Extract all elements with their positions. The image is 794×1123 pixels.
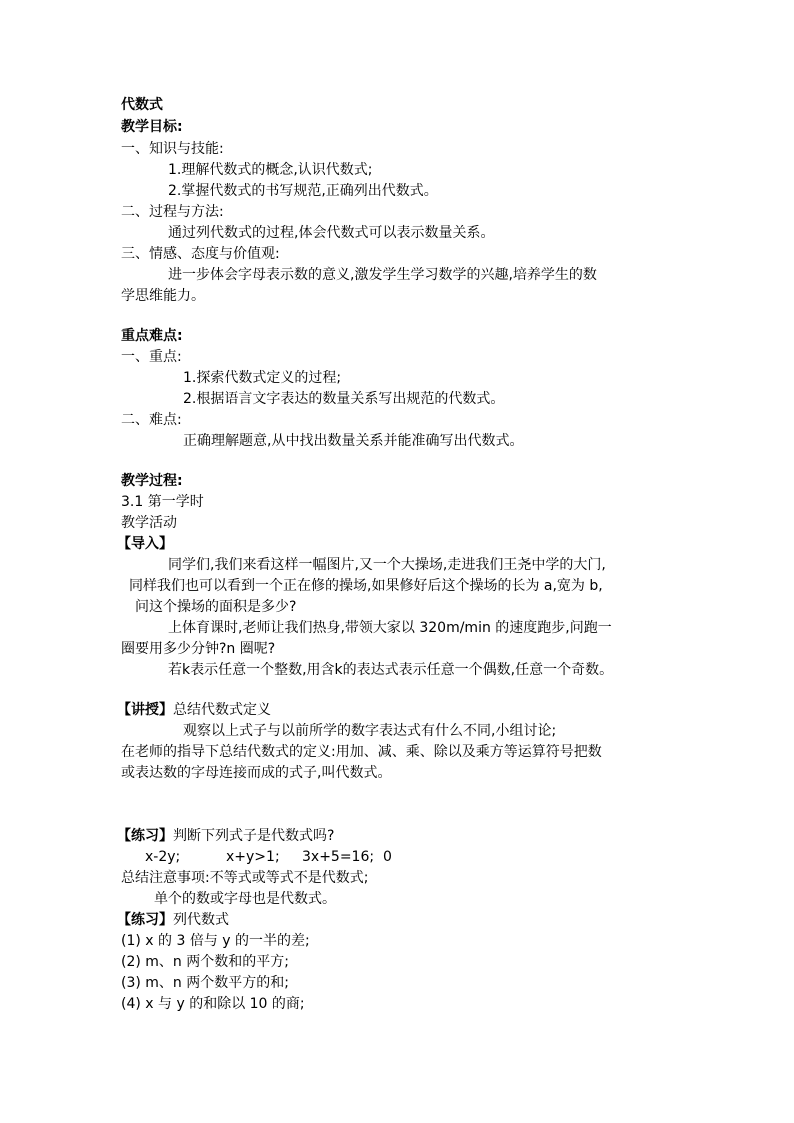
lecture-line-1: 观察以上式子与以前所学的数字表达式有什么不同,小组讨论; xyxy=(183,723,557,739)
intro-paragraph-1c: 问这个操场的面积是多少? xyxy=(135,599,297,615)
lecture-title: 总结代数式定义 xyxy=(173,702,271,718)
exercise-1-line xyxy=(117,826,334,846)
note-line-1: 总结注意事项:不等式或等式不是代数式; xyxy=(121,870,369,886)
exercise-1-item-3: 3x+5=16; xyxy=(302,849,375,865)
goals-section-2: 二、过程与方法: xyxy=(121,204,224,220)
exercise-1-item-2: x+y>1; xyxy=(226,849,280,865)
goals-item-3-1b: 学思维能力。 xyxy=(121,288,205,304)
exercise-2-title: 列代数式 xyxy=(173,912,229,928)
key-section-1: 一、重点: xyxy=(121,349,182,365)
exercise-1-item-4: 0 xyxy=(383,849,392,865)
exercise-2-question-3: (3) m、n 两个数平方的和; xyxy=(121,975,289,991)
exercise-2-question-4: (4) x 与 y 的和除以 10 的商; xyxy=(121,996,305,1012)
goals-item-1-2: 2.掌握代数式的书写规范,正确列出代数式。 xyxy=(168,183,438,199)
key-item-1-1: 1.探索代数式定义的过程; xyxy=(183,370,342,386)
exercise-1-tag: 【练习】 xyxy=(117,828,173,844)
exercise-2-line xyxy=(117,910,229,930)
goals-item-1-1: 1.理解代数式的概念,认识代数式; xyxy=(168,162,373,178)
key-item-2-1: 正确理解题意,从中找出数量关系并能准确写出代数式。 xyxy=(183,433,524,449)
exercise-2-tag: 【练习】 xyxy=(117,912,173,928)
process-heading: 教学过程: xyxy=(121,473,183,489)
intro-paragraph-2b: 圈要用多少分钟?n 圈呢? xyxy=(121,641,276,657)
lecture-tag: 【讲授】 xyxy=(117,702,173,718)
lecture-line-2a: 在老师的指导下总结代数式的定义:用加、减、乘、除以及乘方等运算符号把数 xyxy=(121,744,602,760)
intro-paragraph-2a: 上体育课时,老师让我们热身,带领大家以 320m/min 的速度跑步,问跑一 xyxy=(168,620,612,636)
goals-section-1: 一、知识与技能: xyxy=(121,141,224,157)
exercise-1-title: 判断下列式子是代数式吗? xyxy=(173,828,335,844)
key-section-2: 二、难点: xyxy=(121,412,182,428)
lecture-line xyxy=(117,700,271,720)
key-heading: 重点难点: xyxy=(121,328,183,344)
key-item-1-2: 2.根据语言文字表达的数量关系写出规范的代数式。 xyxy=(183,391,505,407)
exercise-2-question-1: (1) x 的 3 倍与 y 的一半的差; xyxy=(121,933,310,949)
intro-paragraph-3: 若k表示任意一个整数,用含k的表达式表示任意一个偶数,任意一个奇数。 xyxy=(168,662,614,678)
goals-section-3: 三、情感、态度与价值观: xyxy=(121,246,280,262)
process-activity: 教学活动 xyxy=(121,515,177,531)
intro-paragraph-1a: 同学们,我们来看这样一幅图片,又一个大操场,走进我们王尧中学的大门, xyxy=(168,557,606,573)
exercise-1-item-1: x-2y; xyxy=(145,849,181,865)
intro-tag: 【导入】 xyxy=(117,536,173,552)
intro-paragraph-1b: 同样我们也可以看到一个正在修的操场,如果修好后这个操场的长为 a,宽为 b, xyxy=(129,578,603,594)
exercise-2-question-2: (2) m、n 两个数和的平方; xyxy=(121,954,289,970)
lecture-line-2b: 或表达数的字母连接而成的式子,叫代数式。 xyxy=(121,765,392,781)
goals-item-3-1a: 进一步体会字母表示数的意义,激发学生学习数学的兴趣,培养学生的数 xyxy=(168,267,597,283)
goals-heading: 教学目标: xyxy=(121,119,183,135)
process-period: 3.1 第一学时 xyxy=(121,494,204,510)
note-line-2: 单个的数或字母也是代数式。 xyxy=(154,891,336,907)
goals-item-2-1: 通过列代数式的过程,体会代数式可以表示数量关系。 xyxy=(168,225,495,241)
document-title: 代数式 xyxy=(121,97,163,113)
